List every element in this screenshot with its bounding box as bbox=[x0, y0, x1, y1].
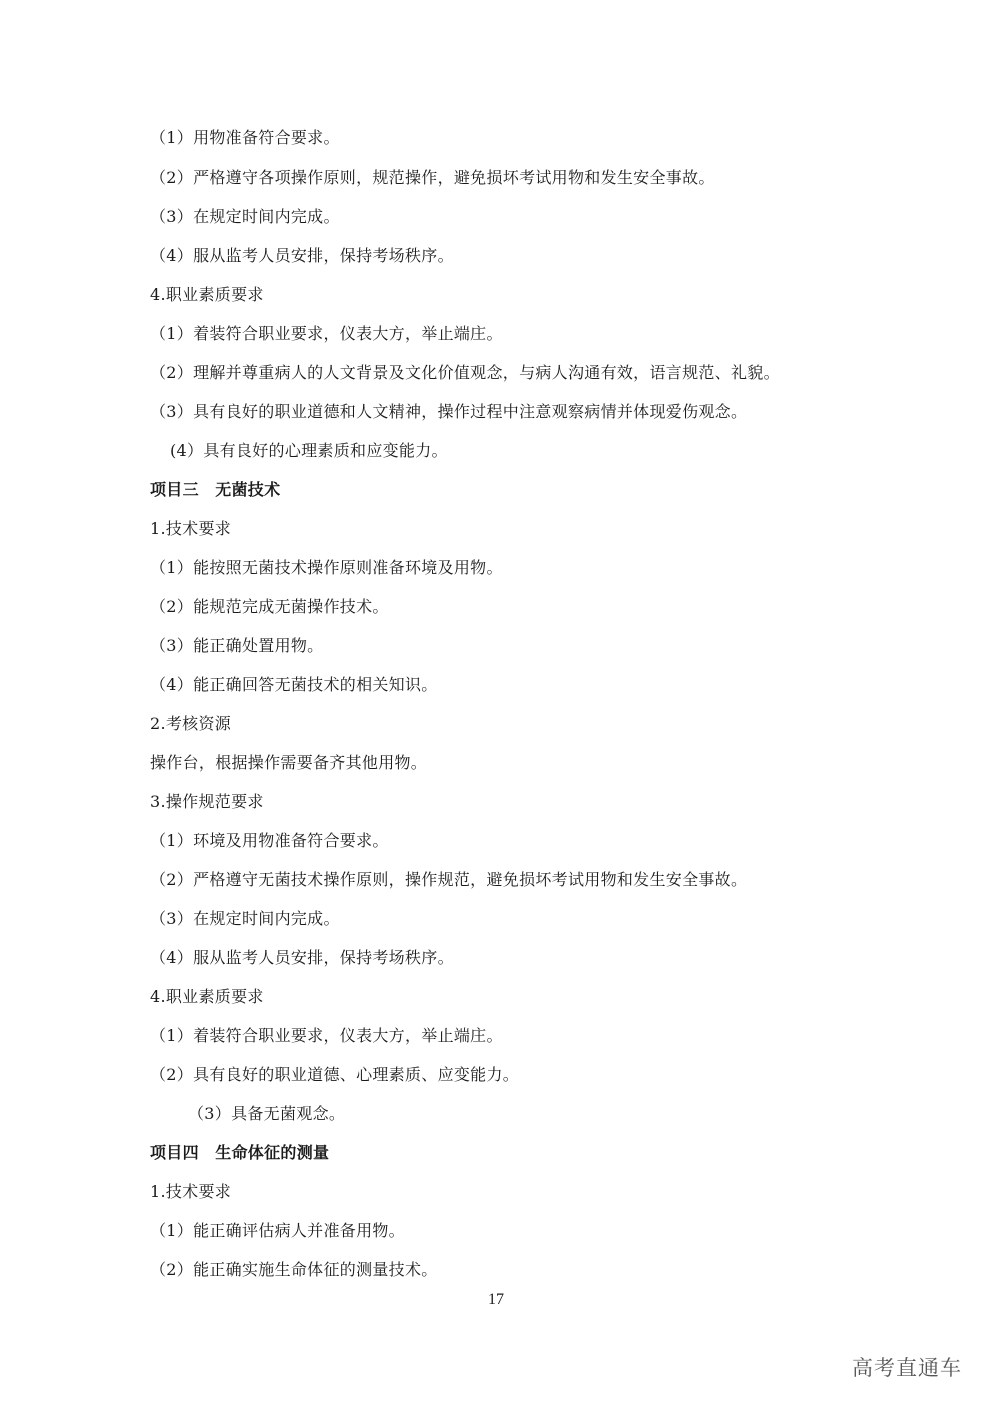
list-item: （4）服从监考人员安排，保持考场秩序。 bbox=[150, 246, 454, 265]
list-item: （3）在规定时间内完成。 bbox=[150, 909, 340, 928]
list-item: （1）能正确评估病人并准备用物。 bbox=[150, 1221, 405, 1240]
project-heading: 项目四 生命体征的测量 bbox=[150, 1143, 330, 1162]
list-item: （1）着装符合职业要求，仪表大方，举止端庄。 bbox=[150, 1026, 503, 1045]
project-heading: 项目三 无菌技术 bbox=[150, 480, 281, 499]
list-item: （3）能正确处置用物。 bbox=[150, 636, 324, 655]
section-heading: 1.技术要求 bbox=[150, 519, 232, 538]
section-heading: 3.操作规范要求 bbox=[150, 792, 264, 811]
list-item: （2）严格遵守无菌技术操作原则，操作规范，避免损坏考试用物和发生安全事故。 bbox=[150, 870, 748, 889]
list-item: （2）能规范完成无菌操作技术。 bbox=[150, 597, 389, 616]
list-item: （3）具备无菌观念。 bbox=[188, 1104, 346, 1123]
list-item: （1）着装符合职业要求，仪表大方，举止端庄。 bbox=[150, 324, 503, 343]
page-number: 17 bbox=[488, 1291, 504, 1308]
list-item: （1）能按照无菌技术操作原则准备环境及用物。 bbox=[150, 558, 503, 577]
list-item: （1）环境及用物准备符合要求。 bbox=[150, 831, 389, 850]
list-item: （2）能正确实施生命体征的测量技术。 bbox=[150, 1260, 438, 1279]
paragraph: 操作台，根据操作需要备齐其他用物。 bbox=[150, 753, 428, 772]
list-item: （2）具有良好的职业道德、心理素质、应变能力。 bbox=[150, 1065, 520, 1084]
list-item: （4）服从监考人员安排，保持考场秩序。 bbox=[150, 948, 454, 967]
list-item: (4）具有良好的心理素质和应变能力。 bbox=[170, 441, 448, 460]
list-item: （1）用物准备符合要求。 bbox=[150, 128, 340, 147]
section-heading: 4.职业素质要求 bbox=[150, 987, 264, 1006]
section-heading: 2.考核资源 bbox=[150, 714, 232, 733]
list-item: （4）能正确回答无菌技术的相关知识。 bbox=[150, 675, 438, 694]
list-item: （2）理解并尊重病人的人文背景及文化价值观念，与病人沟通有效，语言规范、礼貌。 bbox=[150, 363, 780, 382]
watermark-text: 高考直通车 bbox=[852, 1356, 962, 1380]
section-heading: 1.技术要求 bbox=[150, 1182, 232, 1201]
list-item: （3）具有良好的职业道德和人文精神，操作过程中注意观察病情并体现爱伤观念。 bbox=[150, 402, 748, 421]
list-item: （3）在规定时间内完成。 bbox=[150, 207, 340, 226]
list-item: （2）严格遵守各项操作原则，规范操作，避免损坏考试用物和发生安全事故。 bbox=[150, 168, 715, 187]
section-heading: 4.职业素质要求 bbox=[150, 285, 264, 304]
